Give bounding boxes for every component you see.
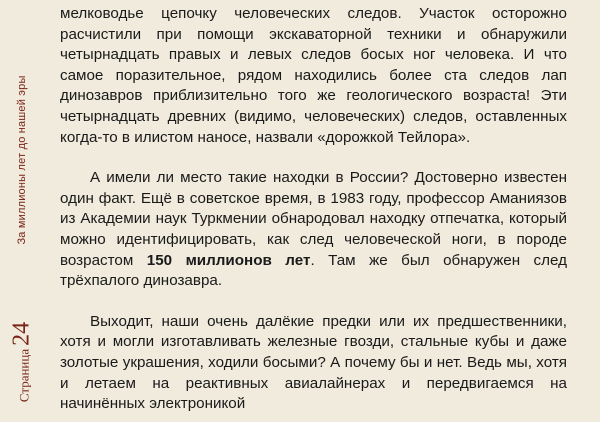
page-number-label — [9, 322, 36, 402]
paragraph-1: мелководье цепочку человеческих следов. Участок осторожно расчистили при помощи экскаваторной техники и обнаружили четырнадцать правых и левых следов босых ног человека. И что самое поразительное, рядом находились более ста следов лап динозавров приблизительно того же геологического возраста! Эти четырнадцать древних (видимо, человеческих) следов, оставленных когда-то в илистом наносе, назвали «дорожкой Тейлора». — [60, 5, 567, 146]
paragraph-2-text-a: А имели ли место такие находки в России? Достоверно известен один факт. Ещё в советское время, в 1983 году, профессор Аманиязов из Академии наук Туркмении обнародовал находку отпечатка, который можно идентифицировать, как след человеческой ноги, в породе возрастом — [60, 169, 567, 269]
paragraph-2 — [60, 168, 567, 292]
page-word: Страница — [16, 348, 32, 403]
running-title: За миллионы лет до нашей эры — [16, 75, 28, 245]
body-text — [60, 4, 567, 415]
paragraph-3: Выходит, наши очень далёкие предки или их предшественники, хотя и могли изготавливать железные гвозди, стальные кубы и даже золотые украшения, ходили босыми? А почему бы и нет. Ведь мы, хотя и летаем на реактивных авиалайнерах и передвигаемся на начинённых электроникой — [60, 312, 567, 413]
paragraph-2-text-b: . Там же был обнаружен след трёхпалого динозавра. — [60, 251, 567, 290]
page-number: 24 — [8, 321, 35, 346]
highlighted-age: 150 миллионов лет — [146, 251, 311, 269]
page-margin — [0, 0, 44, 422]
